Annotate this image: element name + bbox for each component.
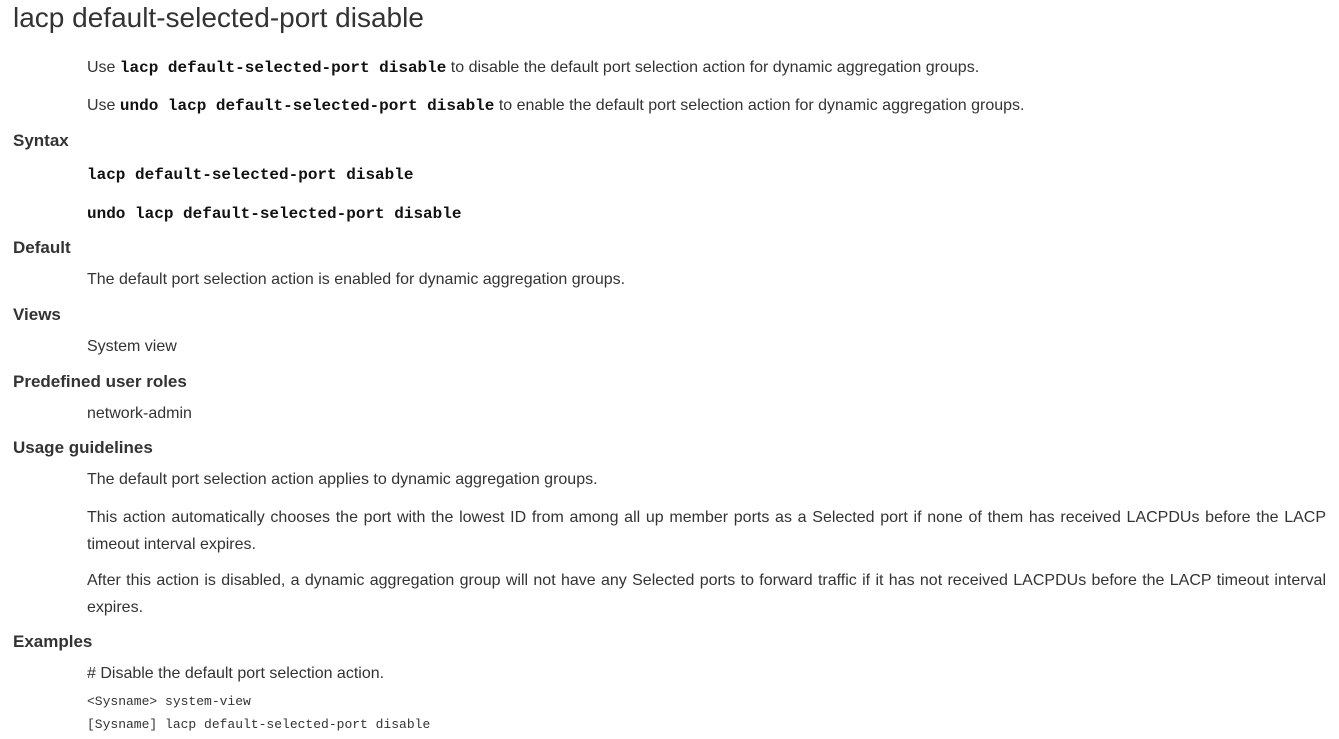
intro-line-undo: [87, 92, 1025, 120]
intro-prefix: Use: [87, 59, 120, 76]
roles-text: network-admin: [87, 405, 192, 422]
example-code-line: [Sysname] lacp default-selected-port disable: [87, 717, 431, 732]
examples-heading: Examples: [13, 632, 93, 651]
intro-suffix: to disable the default port selection action for dynamic aggregation groups.: [446, 59, 980, 76]
example-comment: # Disable the default port selection action.: [87, 665, 385, 682]
intro-line-disable: [87, 54, 979, 82]
views-heading: Views: [13, 305, 61, 324]
usage-paragraph: The default port selection action applies to dynamic aggregation groups.: [87, 471, 598, 488]
example-code-line: <Sysname> system-view: [87, 694, 251, 709]
intro-suffix: to enable the default port selection action for dynamic aggregation groups.: [494, 97, 1025, 114]
intro-command: lacp default-selected-port disable: [119, 59, 447, 77]
usage-heading: Usage guidelines: [13, 438, 153, 457]
default-heading: Default: [13, 238, 71, 257]
usage-paragraph: This action automatically chooses the port with the lowest ID from among all up member ports as a Selected port if none of them has received LACPDUs before the LACP timeout interval expires.: [87, 509, 1326, 553]
syntax-line: lacp default-selected-port disable: [87, 166, 414, 184]
default-text: The default port selection action is enabled for dynamic aggregation groups.: [87, 271, 626, 288]
syntax-line: undo lacp default-selected-port disable: [87, 205, 462, 223]
intro-command: undo lacp default-selected-port disable: [119, 97, 495, 115]
views-text: System view: [87, 338, 177, 355]
usage-paragraph: After this action is disabled, a dynamic aggregation group will not have any Selected ports to forward traffic if it has not received LACPDUs before the LACP timeout interval expires.: [87, 572, 1326, 616]
intro-prefix: Use: [87, 97, 120, 114]
page-title: lacp default-selected-port disable: [13, 2, 424, 33]
roles-heading: Predefined user roles: [13, 372, 187, 391]
syntax-heading: Syntax: [13, 131, 69, 150]
